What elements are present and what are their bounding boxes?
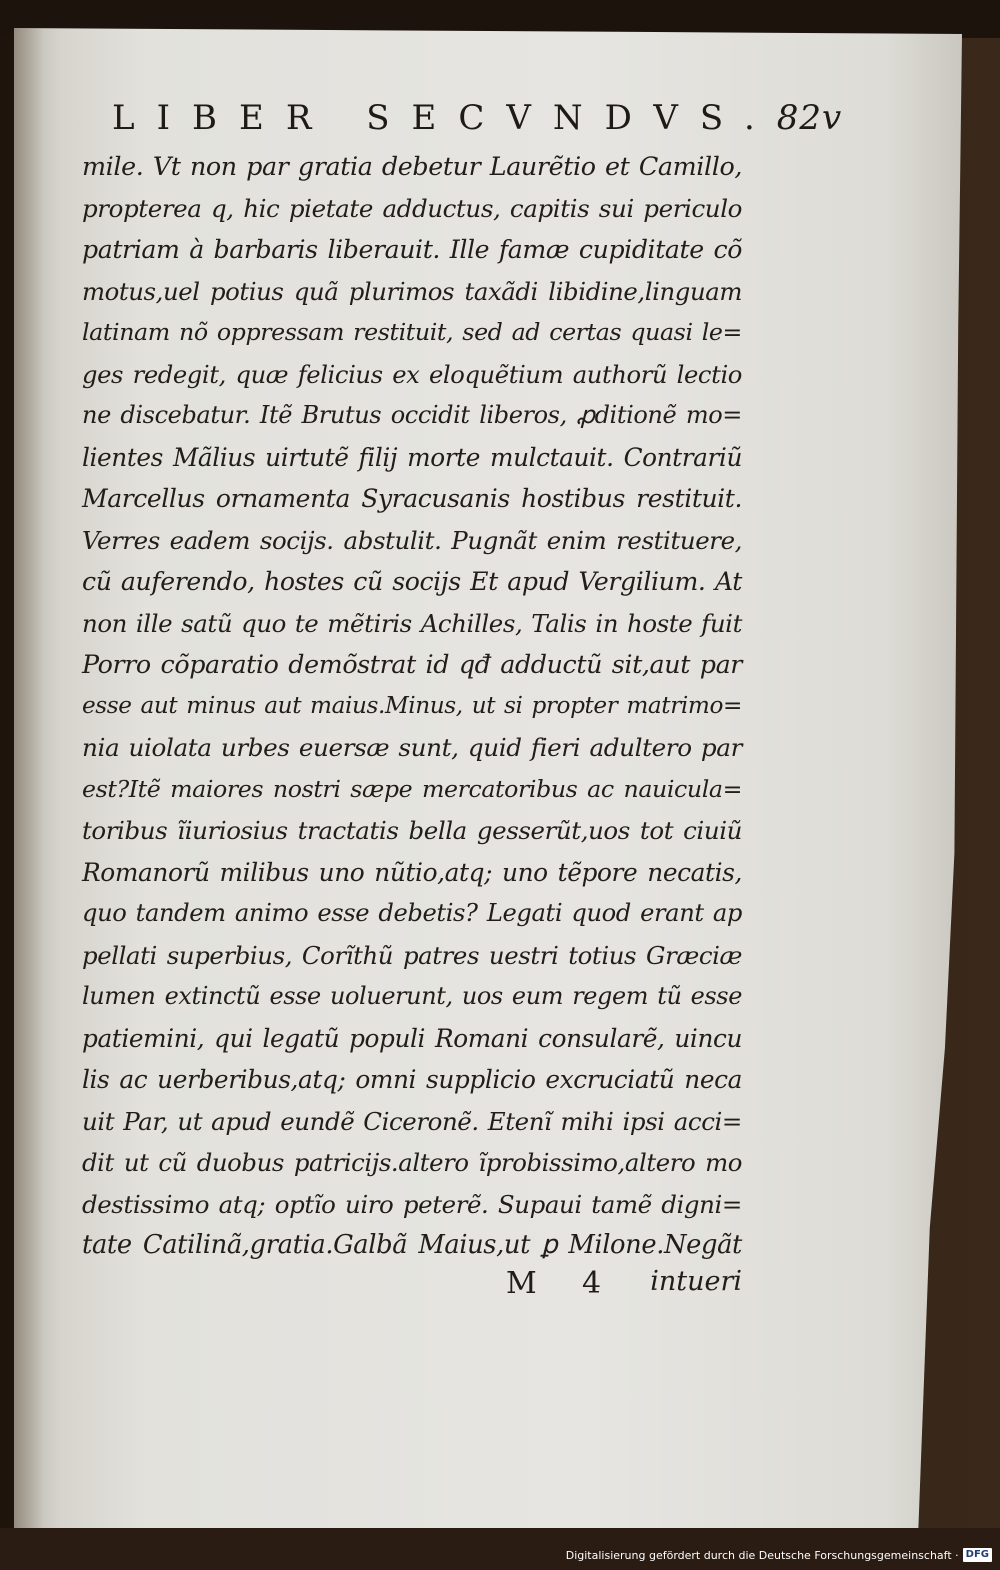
- text-line: quo tandem animo esse debetis? Legati quod erant ap: [82, 899, 742, 927]
- text-line: destissimo atq; optĩo uiro peterẽ. Supaui tamẽ digni=: [82, 1189, 742, 1219]
- text-line: patriam à barbaris liberauit. Ille famæ cupiditate cõ: [82, 235, 742, 264]
- text-line: propterea q, hic pietate adductus, capitis sui periculo: [82, 193, 742, 223]
- text-line: patiemini, qui legatũ populi Romani consularẽ, uincu: [82, 1023, 742, 1053]
- text-line: non ille satũ quo te mẽtiris Achilles, Talis in hoste fuit: [82, 608, 742, 638]
- text-line: ne discebatur. Itẽ Brutus occidit liberos, ꝓditionẽ mo=: [82, 401, 742, 429]
- text-line: lientes Mãlius uirtutẽ filij morte mulctauit. Contrariũ: [82, 442, 742, 472]
- signature-mark: M: [506, 1266, 537, 1301]
- text-line: mile. Vt non par gratia debetur Laurẽtio et Camillo,: [82, 151, 742, 181]
- text-line: est?Itẽ maiores nostri sæpe mercatoribus ac nauicula=: [82, 774, 742, 803]
- text-line: Romanorũ milibus uno nũtio,atq; uno tẽpore necatis,: [82, 857, 742, 887]
- text-line: toribus ĩiuriosius tractatis bella gesserũt,uos tot ciuiũ: [82, 816, 742, 845]
- credit-text: Digitalisierung gefördert durch die Deutsche Forschungsgemeinschaft ·: [565, 1548, 959, 1562]
- running-head: LIBER SECVNDVS.: [112, 98, 777, 138]
- text-line: nia uiolata urbes euersæ sunt, quid fieri adultero par: [82, 733, 742, 762]
- text-line: lumen extinctũ esse uoluerunt, uos eum regem tũ esse: [82, 982, 742, 1010]
- catchword: intueri: [650, 1266, 742, 1297]
- page-footer: [506, 1266, 742, 1308]
- body-text: [82, 146, 742, 1267]
- text-line: lis ac uerberibus,atq; omni supplicio excruciatũ neca: [82, 1065, 742, 1094]
- text-line: esse aut minus aut maius.Minus, ut si propter matrimo=: [82, 692, 742, 719]
- text-line: cũ auferendo, hostes cũ socijs Et apud Vergilium. At: [82, 567, 742, 596]
- digitization-credit: [566, 1548, 992, 1562]
- text-line: dit ut cũ duobus patricijs.altero ĩprobissimo,altero mo: [82, 1148, 742, 1177]
- text-line: motus,uel potius quã plurimos taxãdi libidine,linguam: [82, 276, 742, 306]
- text-line: ges redegit, quæ felicius ex eloquẽtium authorũ lectio: [82, 359, 742, 389]
- text-line: Verres eadem socijs. abstulit. Pugnãt enim restituere,: [82, 525, 742, 555]
- page-header: [112, 98, 843, 138]
- text-line: Marcellus ornamenta Syracusanis hostibus restituit.: [82, 484, 742, 513]
- dfg-logo: DFG: [963, 1548, 992, 1562]
- folio-number: 82v: [776, 98, 843, 138]
- page-gutter-shadow: [14, 28, 44, 1528]
- text-line: uit Par, ut apud eundẽ Ciceronẽ. Etenĩ mihi ipsi acci=: [82, 1106, 742, 1136]
- text-line: pellati superbius, Corĩthũ patres uestri totius Græciæ: [82, 940, 742, 970]
- text-line: Porro cõparatio demõstrat id qđ adductũ sit,aut par: [82, 649, 742, 679]
- text-line: latinam nõ oppressam restituit, sed ad certas quasi le=: [82, 318, 742, 346]
- signature-number: 4: [582, 1266, 602, 1301]
- text-line: tate Catilinã,gratia.Galbã Maius,ut ꝑ Milone.Negãt: [82, 1230, 742, 1260]
